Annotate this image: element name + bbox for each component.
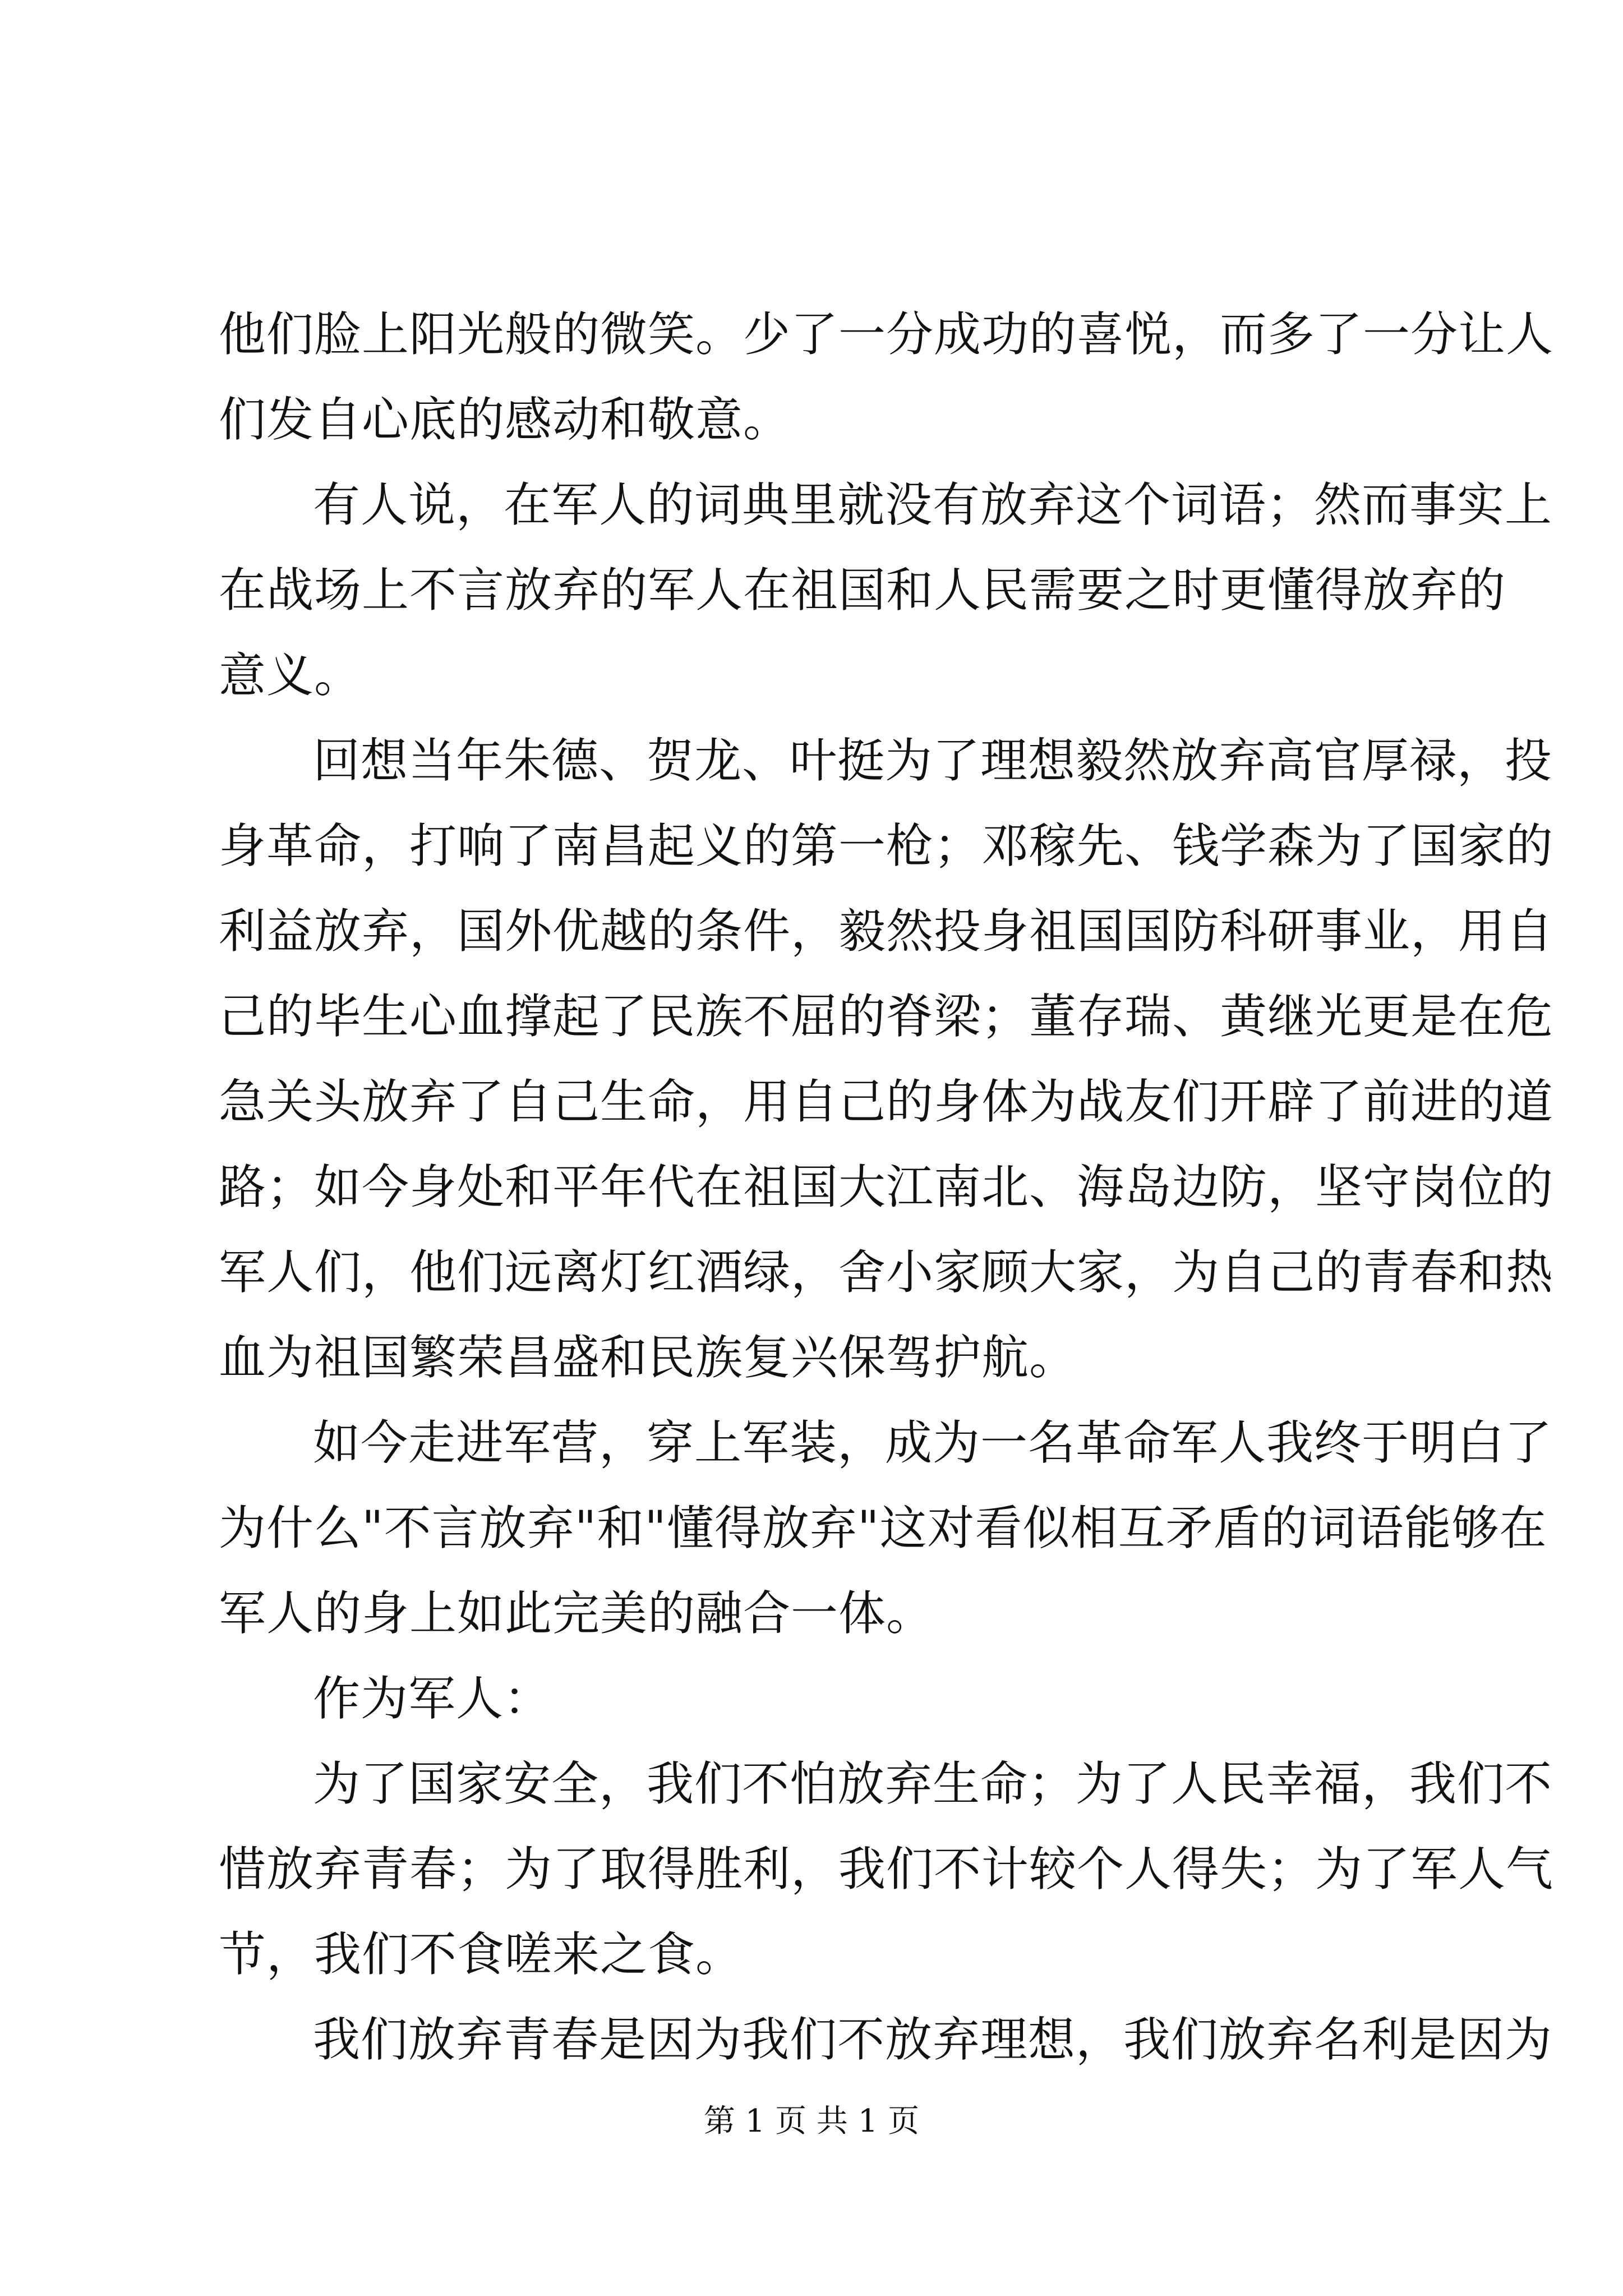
text-line: 军人们，他们远离灯红酒绿，舍小家顾大家，为自己的青春和热 bbox=[219, 1245, 1554, 1300]
text-line: 路；如今身处和平年代在祖国大江南北、海岛边防，坚守岗位的 bbox=[219, 1159, 1554, 1214]
paragraph-first-line: 回想当年朱德、贺龙、叶挺为了理想毅然放弃高官厚禄，投 bbox=[313, 733, 1553, 788]
text-line: 军人的身上如此完美的融合一体。 bbox=[219, 1586, 934, 1641]
text-line: 身革命，打响了南昌起义的第一枪；邓稼先、钱学森为了国家的 bbox=[219, 818, 1554, 873]
page-footer: 第 1 页 共 1 页 bbox=[703, 2103, 920, 2139]
text-line: 惜放弃青春；为了取得胜利，我们不计较个人得失；为了军人气 bbox=[219, 1842, 1554, 1897]
text-line: 己的毕生心血撑起了民族不屈的脊梁；董存瑞、黄继光更是在危 bbox=[219, 989, 1554, 1044]
paragraph-first-line: 有人说，在军人的词典里就没有放弃这个词语；然而事实上 bbox=[313, 477, 1553, 532]
text-line: 血为祖国繁荣昌盛和民族复兴保驾护航。 bbox=[219, 1330, 1077, 1385]
paragraph-first-line: 为了国家安全，我们不怕放弃生命；为了人民幸福，我们不 bbox=[313, 1756, 1553, 1811]
text-line: 为什么"不言放弃"和"懂得放弃"这对看似相互矛盾的词语能够在 bbox=[219, 1501, 1547, 1556]
text-line: 意义。 bbox=[219, 648, 362, 703]
document-body bbox=[219, 292, 1554, 2082]
text-line: 在战场上不言放弃的军人在祖国和人民需要之时更懂得放弃的 bbox=[219, 563, 1506, 618]
paragraph-first-line: 我们放弃青春是因为我们不放弃理想，我们放弃名利是因为 bbox=[313, 2012, 1553, 2067]
text-line: 节，我们不食嗟来之食。 bbox=[219, 1927, 744, 1982]
text-line: 利益放弃，国外优越的条件，毅然投身祖国国防科研事业，用自 bbox=[219, 904, 1554, 959]
text-line: 他们脸上阳光般的微笑。少了一分成功的喜悦，而多了一分让人 bbox=[219, 307, 1554, 362]
paragraph-first-line: 如今走进军营，穿上军装，成为一名革命军人我终于明白了 bbox=[313, 1415, 1553, 1470]
paragraph-first-line: 作为军人： bbox=[313, 1671, 552, 1726]
text-line: 们发自心底的感动和敬意。 bbox=[219, 392, 791, 447]
text-line: 急关头放弃了自己生命，用自己的身体为战友们开辟了前进的道 bbox=[219, 1074, 1554, 1129]
